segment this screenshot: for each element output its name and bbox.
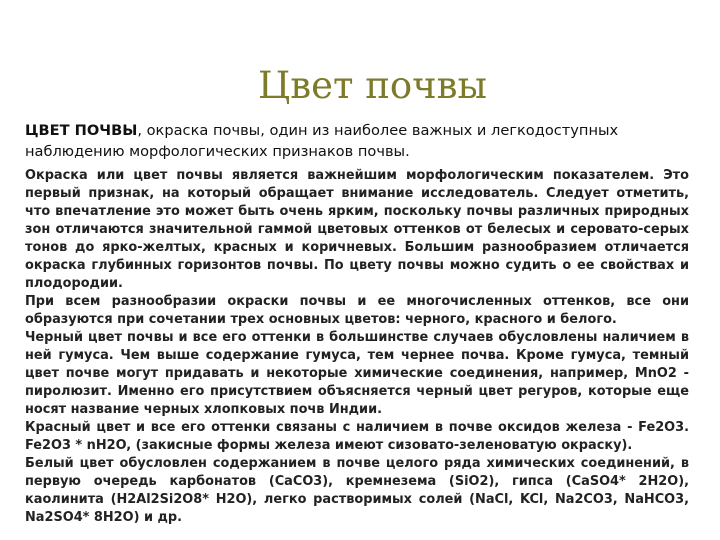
- lead-definition: [25, 120, 695, 162]
- body-text: [25, 167, 689, 527]
- lead-term: ЦВЕТ ПОЧВЫ: [25, 122, 138, 139]
- slide-title: Цвет почвы: [258, 64, 487, 107]
- lead-text: , окраска почвы, один из наиболее важных и легкодоступных наблюдению морфологических признаков почвы.: [25, 122, 619, 160]
- paragraph-white-color: Белый цвет обусловлен содержанием в почве целого ряда химических соединений, в первую очередь карбонатов (CaCO3), кремнезема (SiO2), гипса (CaSO4* 2H2O), каолинита (H2Al2Si2O8* H2O), легко растворимых солей (NaCl, KCl, Na2CO3, NaHCO3, Na2SO4* 8H2O) и др.: [25, 456, 689, 525]
- paragraph-black-color: Черный цвет почвы и все его оттенки в большинстве случаев обусловлены наличием в ней гумуса. Чем выше содержание гумуса, тем чернее почва. Кроме гумуса, темный цвет почве могут придавать и некоторые химические соединения, например, MnO2 - пиролюзит. Именно его присутствием объясняется черный цвет регуров, которые еще носят название черных хлопковых почв Индии.: [25, 330, 689, 417]
- paragraph-basic-colors: При всем разнообразии окраски почвы и ее многочисленных оттенков, все они образуются при сочетании трех основных цветов: черного, красного и белого.: [25, 294, 689, 327]
- paragraph-red-color: Красный цвет и все его оттенки связаны с наличием в почве оксидов железа - Fe2O3. Fe2O3 * nH2O, (закисные формы железа имеют сизовато-зеленоватую окраску).: [25, 420, 689, 453]
- paragraph-overview: Окраска или цвет почвы является важнейшим морфологическим показателем. Это первый признак, на который обращает внимание исследователь. Следует отметить, что впечатление это может быть очень ярким, поскольку почвы различных природных зон отличаются значительной гаммой цветовых оттенков от белесых и серовато-серых тонов до ярко-желтых, красных и коричневых. Большим разнообразием отличается окраска глубинных горизонтов почвы. По цвету почвы можно судить о ее свойствах и плодородии.: [25, 168, 689, 291]
